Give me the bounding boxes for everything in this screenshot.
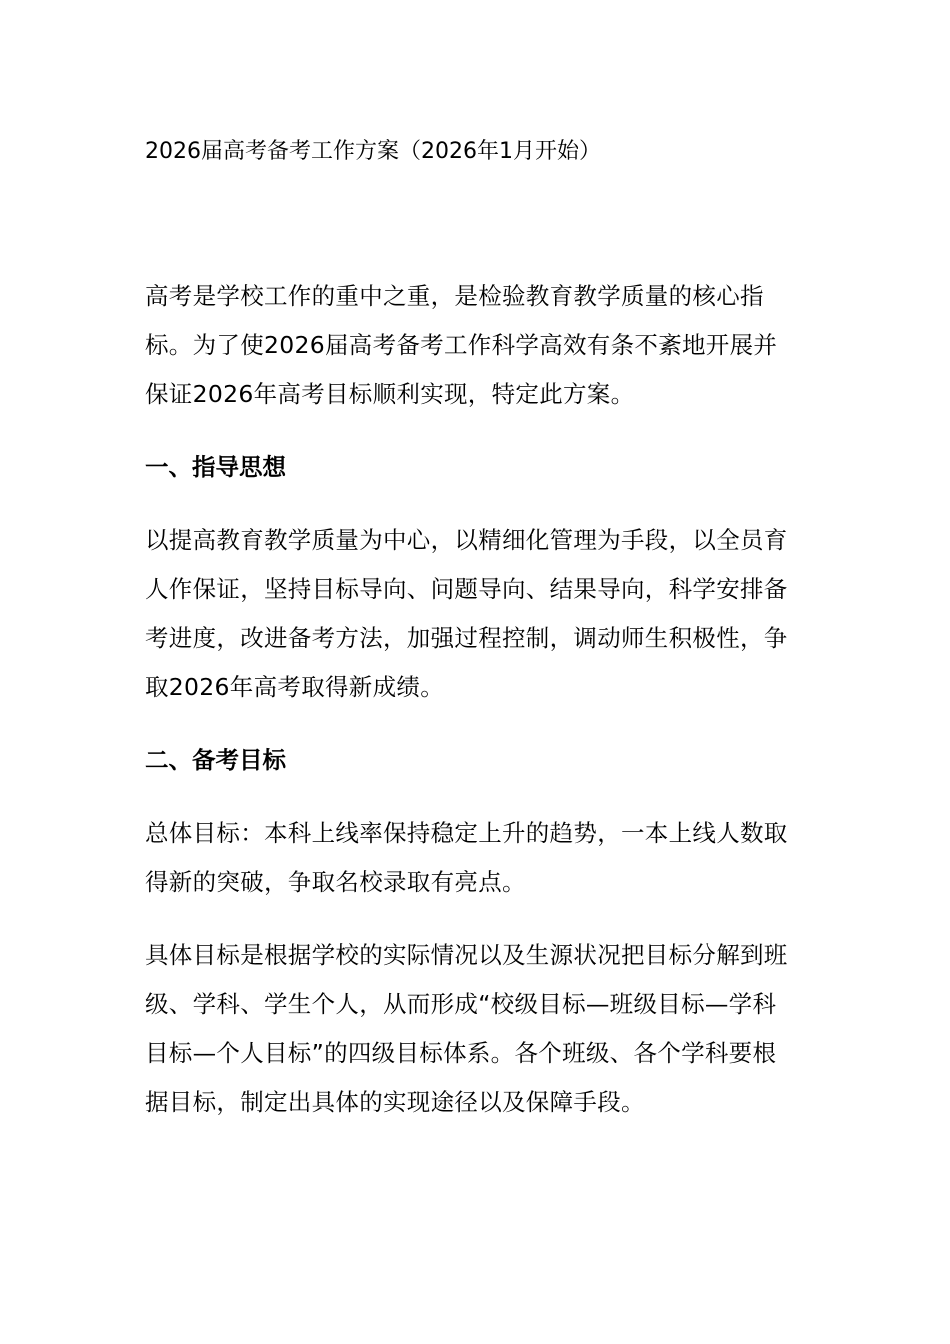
section-paragraph: 具体目标是根据学校的实际情况以及生源状况把目标分解到班级、学科、学生个人，从而形成“校级目标—班级目标—学科目标—个人目标”的四级目标体系。各个班级、各个学科要根据目标，制定出具体的实现途径以及保障手段。 (145, 941, 788, 1116)
section-paragraph: 总体目标：本科上线率保持稳定上升的趋势，一本上线人数取得新的突破，争取名校录取有亮点。 (145, 819, 788, 896)
document-body (145, 272, 795, 1151)
section-heading: 二、备考目标 (145, 746, 286, 774)
intro-paragraph: 高考是学校工作的重中之重，是检验教育教学质量的核心指标。为了使2026届高考备考工作科学高效有条不紊地开展并保证2026年高考目标顺利实现，特定此方案。 (145, 282, 778, 408)
section-heading: 一、指导思想 (145, 453, 286, 481)
section-paragraph: 以提高教育教学质量为中心，以精细化管理为手段，以全员育人作保证，坚持目标导向、问题导向、结果导向，科学安排备考进度，改进备考方法，加强过程控制，调动师生积极性，争取2026年高考取得新成绩。 (145, 526, 788, 701)
section-exam-goals (145, 736, 795, 1127)
document-title: 2026届高考备考工作方案（2026年1月开始） (145, 139, 601, 164)
section-guiding-ideology (145, 443, 795, 712)
